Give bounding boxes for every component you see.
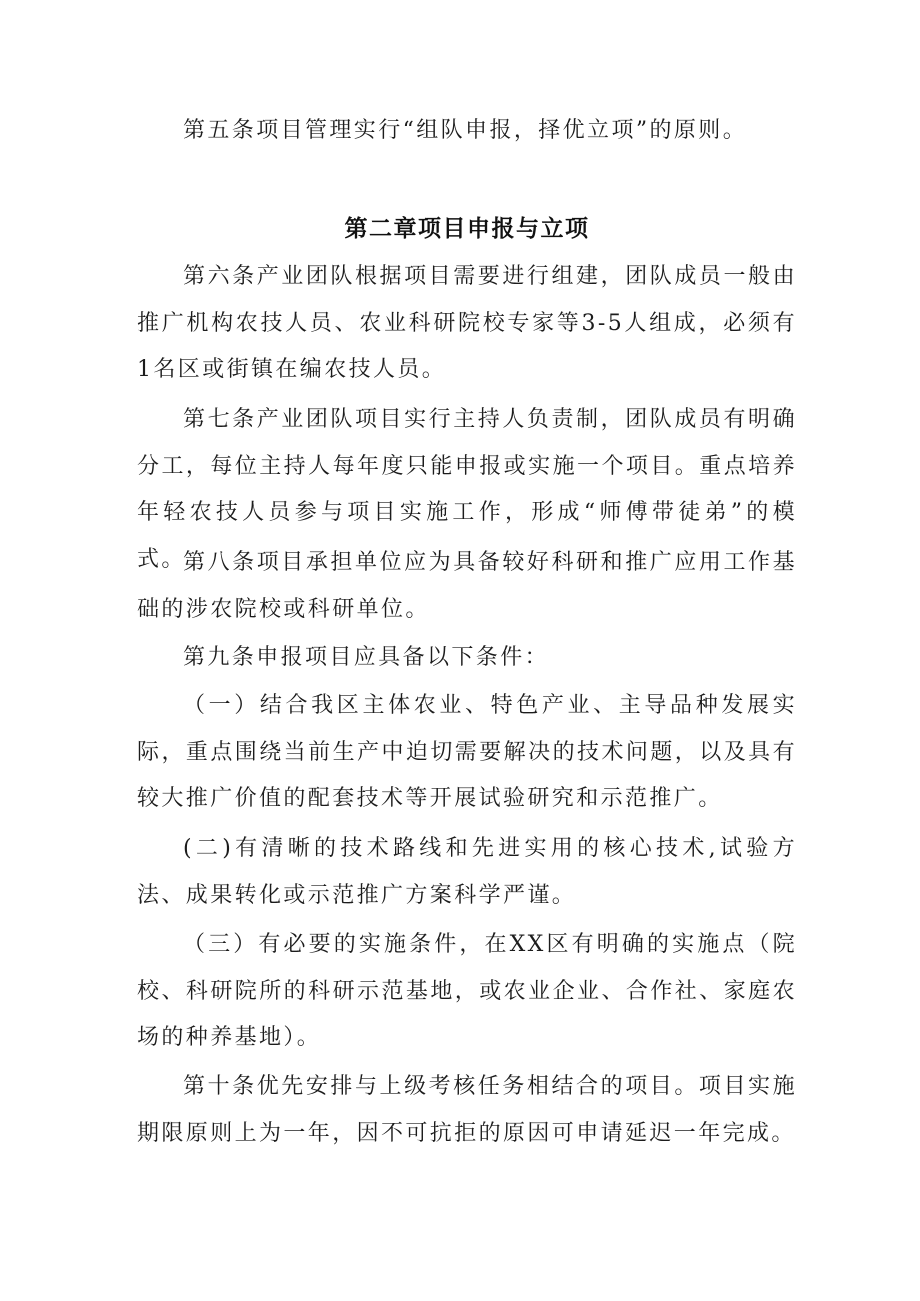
article-6-paragraph: 第六条产业团队根据项目需要进行组建，团队成员一般由推广机构农技人员、农业科研院校专家等3-5人组成，必须有1名区或街镇在编农技人员。 — [137, 264, 797, 382]
article-5-paragraph: 第五条项目管理实行“组队申报，择优立项”的原则。 — [183, 118, 748, 143]
article-8-paragraph: 第八条项目承担单位应为具备较好科研和推广应用工作基础的涉农院校或科研单位。 — [137, 550, 797, 622]
article-7-paragraph: 第七条产业团队项目实行主持人负责制，团队成员有明确分工，每位主持人每年度只能申报或实施一个项目。重点培养年轻农技人员参与项目实施工作，形成“师傅带徒弟”的模式。 — [137, 407, 797, 572]
condition-item-3: （三）有必要的实施条件，在XX区有明确的实施点（院校、科研院所的科研示范基地，或农业企业、合作社、家庭农场的种养基地）。 — [137, 932, 797, 1050]
condition-item-2: (二)有清晰的技术路线和先进实用的核心技术,试验方法、成果转化或示范推广方案科学严谨。 — [137, 836, 797, 908]
condition-item-1: （一）结合我区主体农业、特色产业、主导品种发展实际，重点围绕当前生产中迫切需要解决的技术问题，以及具有较大推广价值的配套技术等开展试验研究和示范推广。 — [137, 693, 797, 811]
article-10-paragraph: 第十条优先安排与上级考核任务相结合的项目。项目实施期限原则上为一年，因不可抗拒的原因可申请延迟一年完成。 — [137, 1074, 797, 1146]
article-9-paragraph: 第九条申报项目应具备以下条件： — [183, 645, 550, 670]
chapter-2-heading: 第二章项目申报与立项 — [344, 216, 590, 242]
